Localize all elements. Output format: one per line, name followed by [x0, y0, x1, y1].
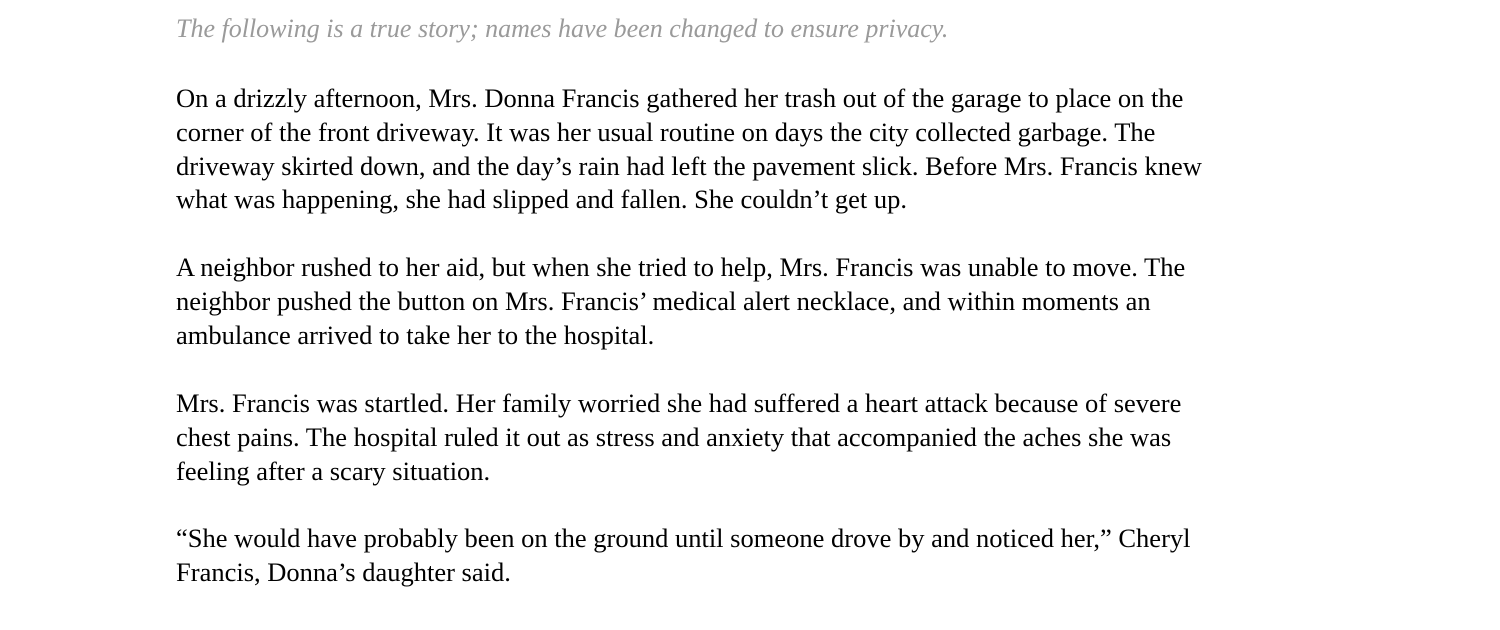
- paragraph-line: driveway skirted down, and the day’s rain had left the pavement slick. Before Mrs. Francis knew: [176, 150, 1202, 181]
- intro-note: The following is a true story; names have been changed to ensure privacy.: [176, 14, 949, 43]
- paragraph-line: corner of the front driveway. It was her usual routine on days the city collected garbage. The: [176, 116, 1156, 147]
- paragraph-line: what was happening, she had slipped and fallen. She couldn’t get up.: [176, 184, 908, 215]
- paragraph-1: [176, 82, 1336, 217]
- paragraph-line: Francis, Donna’s daughter said.: [176, 556, 511, 587]
- paragraph-line: neighbor pushed the button on Mrs. Francis’ medical alert necklace, and within moments an: [176, 285, 1151, 316]
- paragraph-line: A neighbor rushed to her aid, but when she tried to help, Mrs. Francis was unable to move. The: [176, 252, 1186, 282]
- paragraph-3: [176, 387, 1336, 488]
- paragraph-line: Mrs. Francis was startled. Her family worried she had suffered a heart attack because of severe: [176, 388, 1182, 418]
- paragraph-line: On a drizzly afternoon, Mrs. Donna Francis gathered her trash out of the garage to place on the: [176, 83, 1184, 113]
- paragraph-4: [176, 522, 1336, 590]
- paragraph-2: [176, 251, 1336, 352]
- paragraph-line: chest pains. The hospital ruled it out as stress and anxiety that accompanied the aches she was: [176, 421, 1172, 452]
- paragraph-line: feeling after a scary situation.: [176, 455, 491, 486]
- paragraph-line: “She would have probably been on the ground until someone drove by and noticed her,” Cheryl: [176, 523, 1191, 553]
- paragraph-line: ambulance arrived to take her to the hospital.: [176, 319, 655, 350]
